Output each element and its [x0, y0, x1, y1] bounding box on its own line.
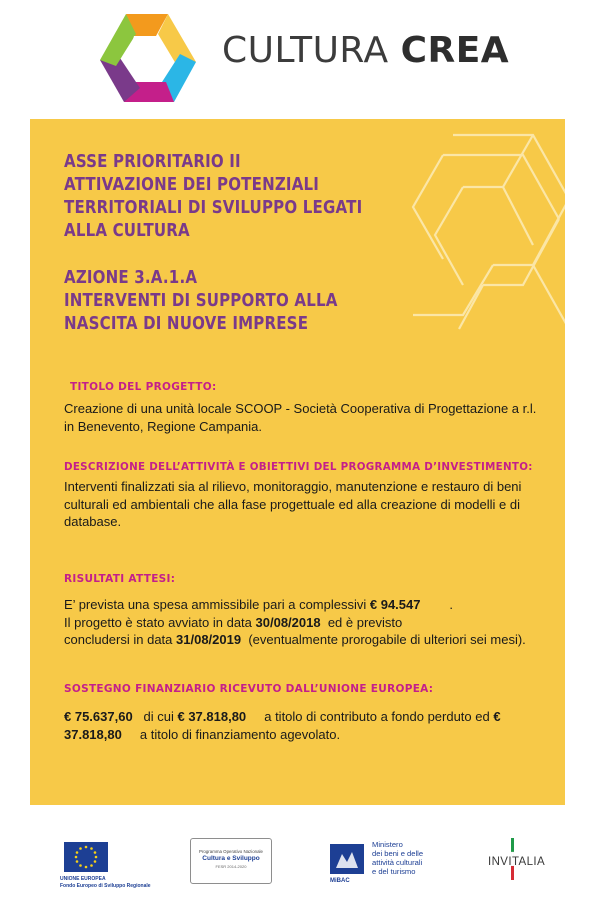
text-span: concludersi in data [64, 632, 177, 647]
pon-title: Cultura e Sviluppo [202, 855, 260, 862]
text-span: Il progetto è stato avviato in data [64, 614, 256, 630]
footer-logos [0, 808, 602, 900]
amount-total: € 75.637,60 [64, 709, 133, 724]
heading-line: ATTIVAZIONE DEI POTENZIALI [64, 175, 320, 195]
mibac-line: dei beni e delle [372, 849, 424, 858]
amount-contributo: € 37.818,80 [177, 709, 247, 724]
heading-asse-prioritario [64, 151, 362, 243]
heading-azione [64, 267, 338, 336]
pon-program-label: Programma Operativo Nazionale [199, 849, 263, 854]
eu-logo [60, 842, 150, 896]
info-panel [30, 119, 565, 805]
text-span: ed è previsto [320, 614, 403, 630]
invitalia-logo [488, 838, 568, 898]
pon-fesr-label: FESR 2014-2020 [215, 864, 247, 869]
eu-fund-label: Fondo Europeo di Sviluppo Regionale [60, 883, 151, 889]
amount-spesa: € 94.547 [369, 597, 421, 612]
section-title-titolo: TITOLO DEL PROGETTO: [70, 381, 217, 393]
mibac-ministry-text [372, 840, 452, 876]
section-text-descrizione: Interventi finalizzati sia al rilievo, monitoraggio, manutenzione e restauro di beni culturali ed ambientali che alla fase progettuale ed alla creazione di modelli e di database. [64, 479, 522, 529]
text-span: (eventualmente prorogabile di ulteriori sei mesi). [241, 632, 526, 647]
section-text-titolo: Creazione di una unità locale SCOOP - Società Cooperativa di Progettazione a r.l. in Benevento, Regione Campania. [64, 401, 537, 434]
brand-bold: CREA [400, 30, 510, 71]
section-title-sostegno: SOSTEGNO FINANZIARIO RICEVUTO DALL’UNIONE EUROPEA: [64, 683, 434, 695]
mibac-abbr: MiBAC [330, 878, 350, 884]
text-span: a titolo di contributo a fondo perduto ed [246, 709, 494, 724]
decorative-outline-logo-icon [383, 119, 565, 355]
heading-line: TERRITORIALI DI SVILUPPO LEGATI [64, 198, 363, 218]
eu-label: UNIONE EUROPEA [60, 876, 106, 882]
section-title-risultati: RISULTATI ATTESI: [64, 573, 176, 585]
mibac-line: e del turismo [372, 867, 416, 876]
mibac-emblem-icon [330, 844, 364, 874]
cultura-crea-logo-icon [96, 6, 200, 110]
text-span: . [420, 597, 453, 612]
heading-line: NASCITA DI NUOVE IMPRESE [64, 314, 309, 334]
text-span: E’ prevista una spesa ammissibile pari a complessivi [64, 597, 370, 612]
mibac-logo [330, 840, 440, 892]
section-text-risultati [64, 596, 544, 649]
amount-finanziamento: € 37.818,80 [64, 709, 505, 742]
mibac-line: Ministero [372, 840, 403, 849]
brand-light: CULTURA [222, 30, 401, 71]
section-text-sostegno [64, 708, 544, 743]
heading-line: ASSE PRIORITARIO II [64, 152, 241, 172]
mibac-line: attività culturali [372, 858, 423, 867]
text-span: a titolo di finanziamento agevolato. [121, 726, 341, 742]
brand-wordmark [222, 30, 509, 71]
heading-line: AZIONE 3.A.1.A [64, 268, 198, 288]
text-span: di cui [132, 709, 178, 724]
invitalia-wordmark: INVITALIA [488, 856, 546, 868]
header [0, 0, 602, 118]
heading-line: ALLA CULTURA [64, 221, 190, 241]
eu-flag-icon [64, 842, 108, 872]
section-title-descrizione: DESCRIZIONE DELL’ATTIVITÀ E OBIETTIVI DEL PROGRAMMA D’INVESTIMENTO: [64, 461, 533, 473]
date-avvio: 30/08/2018 [255, 614, 321, 630]
date-conclusione: 31/08/2019 [176, 632, 242, 647]
heading-line: INTERVENTI DI SUPPORTO ALLA [64, 291, 338, 311]
pon-cultura-sviluppo-logo [190, 838, 272, 884]
